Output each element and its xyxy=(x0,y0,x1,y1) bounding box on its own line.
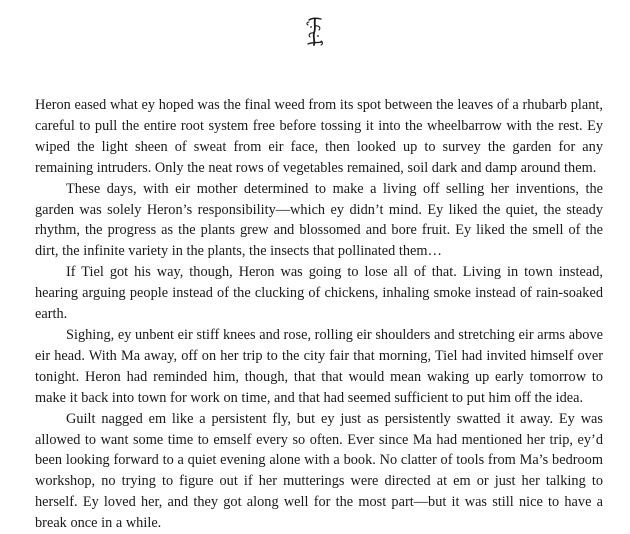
paragraph-2: These days, with eir mother determined to make a living off selling her inventions, the garden was solely Heron’s responsibility—which ey didn’t mind. Ey liked the quiet, the steady rhythm, the progress as the plants grew and blossomed and bore fruit. Ey liked the smell of the dirt, the infinite variety in the plants, the insects that pollinated them… xyxy=(35,180,603,260)
paragraph-1: Heron eased what ey hoped was the final weed from its spot between the leaves of a rhubarb plant, careful to pull the entire root system free before tossing it into the wheelbarrow with the rest. Ey wiped the light sheen of sweat from eir face, then looked up to survey the garden for any remaining intruders. Only the neat rows of vegetables remained, soil dark and damp around them. xyxy=(35,97,603,176)
paragraph-4: Sighing, ey unbent eir stiff knees and rose, rolling eir shoulders and stretching eir arms above eir head. With Ma away, off on her trip to the city fair that morning, Tiel had invited himself over tonight. Heron had reminded him, though, that that would mean waking up early tomorrow to make it back into town for work on time, and that had seemed sufficient to put him off the idea. xyxy=(35,326,603,406)
body-text xyxy=(35,95,603,534)
fleuron-ornament-icon xyxy=(295,14,335,48)
paragraph-5: Guilt nagged em like a persistent fly, but ey just as persistently swatted it away. Ey was allowed to want some time to emself every so often. Ever since Ma had mentioned her trip, ey’d been looking forward to a quiet evening alone with a book. No clatter of tools from Ma’s bedroom workshop, no trying to figure out if her mutterings were directed at em or just her talking to herself. Ey loved her, and they got along well for the most part—but it was still nice to have a break once in a while. xyxy=(35,410,603,532)
paragraph-3: If Tiel got his way, though, Heron was going to lose all of that. Living in town instead, hearing arguing people instead of the clucking of chickens, inhaling smoke instead of rain-soaked earth. xyxy=(35,264,603,323)
